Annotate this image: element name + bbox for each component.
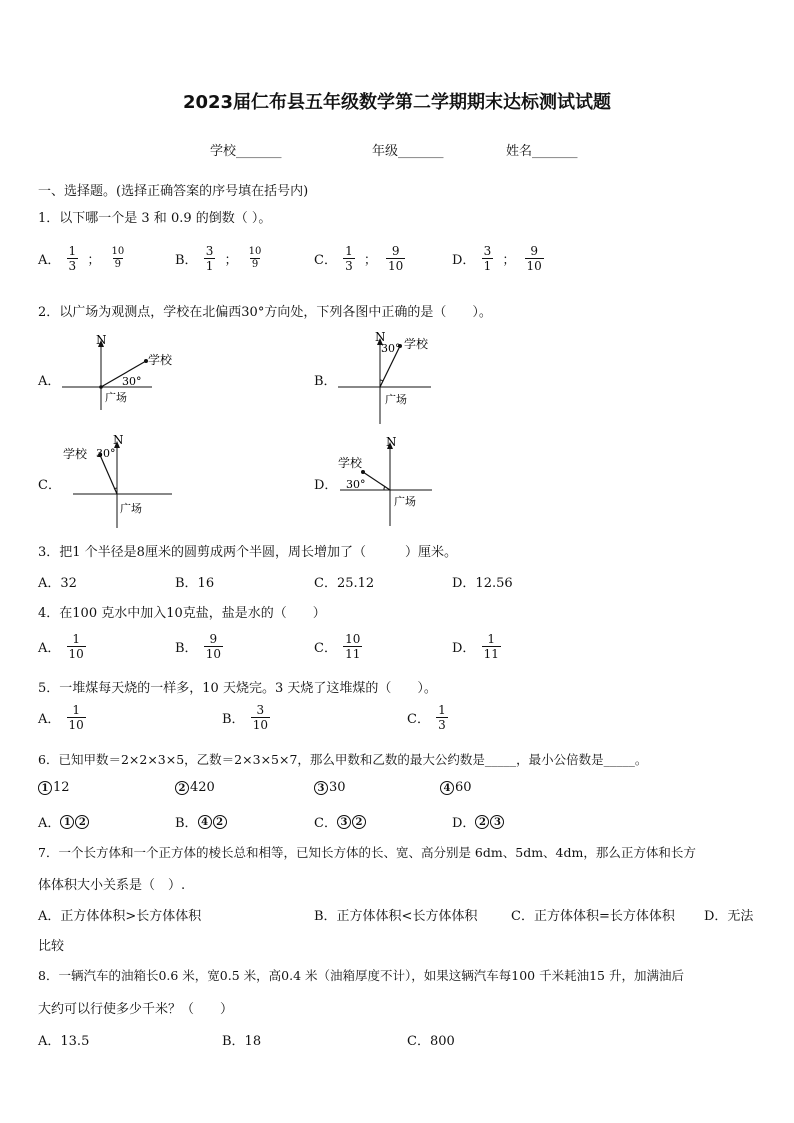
q7-stem-line1: 7．一个长方体和一个正方体的棱长总和相等，已知长方体的长、宽、高分别是 6dm、5dm、4dm，那么正方体和长方	[38, 845, 696, 860]
diagram-a	[55, 330, 173, 415]
q4-option-d: D． $\frac{1}{11}$	[452, 632, 499, 661]
fraction: $\frac{9}{10}$	[388, 244, 404, 273]
fraction: $\frac{1}{10}$	[68, 632, 84, 661]
q5-option-c: C． $\frac{1}{3}$	[407, 703, 446, 732]
q6-item-3: 3 30	[314, 780, 346, 795]
q8-option-c: C．800	[407, 1034, 455, 1049]
fraction: $\frac{10}{11}$	[345, 632, 361, 661]
fraction: $\frac{1}{3}$	[68, 244, 77, 273]
q7-option-a: A．正方体体积>长方体体积	[38, 909, 202, 924]
square-label: 广场	[385, 393, 407, 406]
q4-option-a: A． $\frac{1}{10}$	[38, 632, 84, 661]
fraction: $\frac{3}{1}$	[483, 244, 492, 273]
q3-option-b: B．16	[175, 576, 215, 591]
angle-label: 30°	[346, 478, 366, 491]
q4-option-b: B． $\frac{9}{10}$	[175, 632, 221, 661]
q3-option-a: A．32	[38, 576, 77, 591]
q2-stem: 2．以广场为观测点，学校在北偏西30°方向处，下列各图中正确的是（ ）。	[38, 305, 492, 320]
fraction: $\frac{1}{10}$	[68, 703, 84, 732]
school-label: 学校	[338, 456, 363, 470]
q2-letter-c: C．	[38, 478, 61, 493]
q6-option-c: C． 3 2	[314, 812, 367, 831]
fraction: $\frac{1}{3}$	[438, 703, 446, 732]
q6-stem: 6．已知甲数＝2×2×3×5，乙数＝2×3×5×7，那么甲数和乙数的最大公约数是_____，最小公倍数是_____。	[38, 752, 648, 767]
option-letter: C．	[314, 253, 337, 268]
north-label: N	[375, 330, 386, 344]
q7-option-d: D．无法	[704, 909, 754, 924]
fraction: $\frac{3}{1}$	[205, 244, 214, 273]
q7-stem-line2: 体体积大小关系是（ ）.	[38, 878, 186, 893]
q1-option-d: D． $\frac{3}{1}$ ； $\frac{9}{10}$	[452, 244, 542, 273]
q8-option-a: A．13.5	[38, 1034, 90, 1049]
q1-stem: 1．以下哪一个是 3 和 0.9 的倒数（ ）。	[38, 211, 272, 226]
q7-option-b: B．正方体体积<长方体体积	[314, 909, 478, 924]
q7-option-c: C．正方体体积=长方体体积	[511, 909, 675, 924]
angle-label: 30°	[122, 375, 142, 388]
school-label: 学校	[404, 337, 429, 351]
q6-item-1: 1 12	[38, 780, 70, 795]
fraction: $\frac{3}{10}$	[252, 703, 268, 732]
option-letter: A．	[38, 253, 61, 268]
q5-option-a: A． $\frac{1}{10}$	[38, 703, 84, 732]
page-title: 2023届仁布县五年级数学第二学期期末达标测试试题	[182, 92, 612, 113]
q8-stem-line1: 8．一辆汽车的油箱长0.6 米，宽0.5 米，高0.4 米（油箱厚度不计），如果这辆汽车每100 千米耗油15 升，加满油后	[38, 968, 684, 983]
q7-option-d-wrap: 比较	[38, 939, 65, 954]
fraction: $\frac{10}{9}$	[111, 246, 125, 270]
q4-option-c: C． $\frac{10}{11}$	[314, 632, 361, 661]
angle-label: 30°	[96, 447, 116, 460]
square-label: 广场	[120, 502, 142, 515]
q5-option-b: B． $\frac{3}{10}$	[222, 703, 268, 732]
square-label: 广场	[394, 495, 416, 508]
q2-letter-d: D．	[314, 478, 338, 493]
north-label: N	[386, 435, 397, 449]
diagram-b	[330, 328, 440, 426]
q2-letter-b: B．	[314, 374, 337, 389]
fraction: $\frac{1}{3}$	[345, 244, 353, 273]
fraction: $\frac{9}{10}$	[526, 244, 542, 273]
grade-field: 年级_______	[372, 144, 444, 159]
fraction: $\frac{10}{9}$	[248, 246, 262, 270]
q1-option-a: A． $\frac{1}{3}$ ； $\frac{10}{9}$	[38, 244, 125, 273]
fraction: $\frac{9}{10}$	[205, 632, 221, 661]
diagram-d	[335, 432, 435, 528]
q6-option-a: A． 1 2	[38, 812, 90, 831]
north-label: N	[96, 333, 107, 347]
school-field: 学校_______	[210, 144, 282, 159]
q3-stem: 3．把1 个半径是8厘米的圆剪成两个半圆，周长增加了（ ）厘米。	[38, 545, 457, 560]
q2-letter-a: A．	[38, 374, 61, 389]
q4-stem: 4．在100 克水中加入10克盐，盐是水的（ ）	[38, 606, 326, 621]
square-label: 广场	[105, 391, 127, 404]
school-label: 学校	[63, 447, 88, 461]
q6-option-d: D． 2 3	[452, 812, 505, 831]
angle-label: 30°	[381, 342, 401, 355]
north-label: N	[113, 433, 124, 447]
school-label: 学校	[148, 353, 173, 367]
q8-stem-line2: 大约可以行使多少千米？（ ）	[38, 1002, 234, 1017]
q3-option-c: C．25.12	[314, 576, 375, 591]
q5-stem: 5．一堆煤每天烧的一样多，10 天烧完。3 天烧了这堆煤的（ ）。	[38, 681, 437, 696]
section-heading: 一、选择题。(选择正确答案的序号填在括号内)	[38, 184, 309, 199]
q3-option-d: D．12.56	[452, 576, 513, 591]
q1-option-c: C． $\frac{1}{3}$ ； $\frac{9}{10}$	[314, 244, 404, 273]
fraction: $\frac{1}{11}$	[483, 632, 499, 661]
q6-item-2: 2 420	[175, 780, 215, 795]
name-field: 姓名_______	[506, 144, 578, 159]
q6-option-b: B． 4 2	[175, 812, 228, 831]
diagram-c	[60, 432, 175, 530]
q8-option-b: B．18	[222, 1034, 262, 1049]
q6-item-4: 4 60	[440, 780, 472, 795]
option-letter: B．	[175, 253, 198, 268]
option-letter: D．	[452, 253, 476, 268]
q1-option-b: B． $\frac{3}{1}$ ； $\frac{10}{9}$	[175, 244, 262, 273]
